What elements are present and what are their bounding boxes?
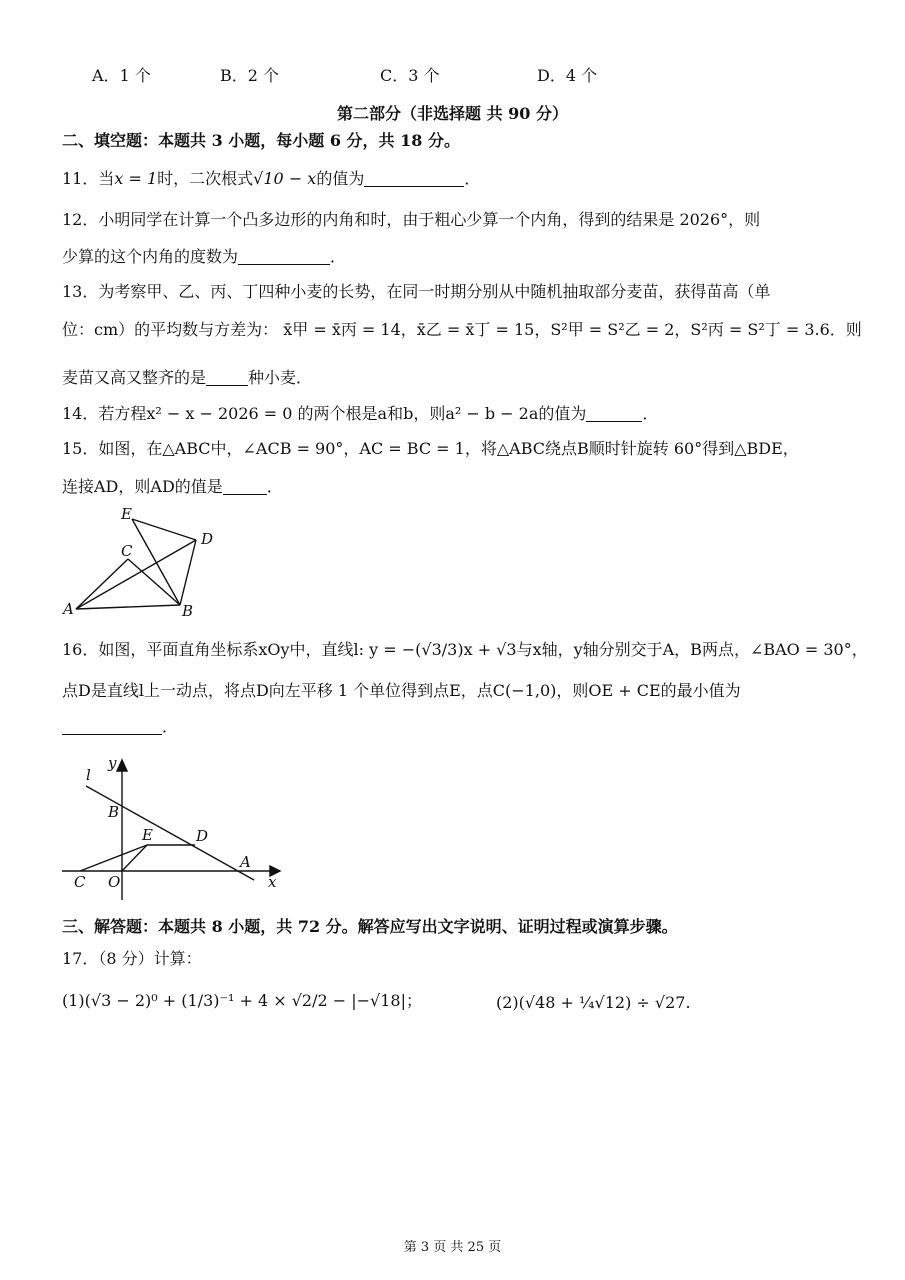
question-16-line2: 点D是直线l上一动点，将点D向左平移 1 个单位得到点E，点C(−1,0)，则OE + CE的最小值为 [62, 681, 741, 700]
q11-middle: 时，二次根式 [157, 169, 254, 188]
fig16-label-x: x [268, 873, 277, 891]
part2-title: 第二部分（非选择题 共 90 分） [337, 104, 568, 123]
section3-header: 三、解答题：本题共 8 小题，共 72 分。解答应写出文字说明、证明过程或演算步骤。 [62, 917, 678, 936]
q15-text: 连接AD，则AD的值是 [62, 477, 223, 496]
q11-after: 的值为 [316, 169, 365, 188]
q14-text: 14．若方程x² − x − 2026 = 0 的两个根是a和b，则a² − b − 2a的值为 [62, 404, 587, 423]
fig16-label-o: O [108, 873, 121, 891]
question-17-part2: (2)(√48 + ¼√12) ÷ √27. [496, 993, 691, 1012]
question-17-header: 17．（8 分）计算： [62, 949, 202, 968]
y-axis-arrow [117, 760, 127, 771]
question-12-line1: 12．小明同学在计算一个凸多边形的内角和时，由于粗心少算一个内角，得到的结果是 2026°，则 [62, 210, 761, 229]
fig16-label-c: C [74, 873, 86, 891]
q16-end: ． [162, 717, 179, 736]
question-16-line1: 16．如图，平面直角坐标系xOy中，直线l: y = −(√3/3)x + √3与x轴，y轴分别交于A，B两点，∠BAO = 30°， [62, 640, 868, 659]
question-17-part1: (1)(√3 − 2)⁰ + (1/3)⁻¹ + 4 × √2/2 − |−√18|； [62, 991, 422, 1010]
q11-math2: √10 − x [253, 169, 317, 188]
segment-ce [80, 845, 147, 871]
fig15-label-c: C [121, 542, 133, 560]
question-15-line1: 15．如图，在△ABC中，∠ACB = 90°，AC = BC = 1，将△ABC绕点B顺时针旋转 60°得到△BDE， [62, 439, 799, 458]
fig16-label-e: E [142, 826, 153, 844]
fig16-label-l: l [86, 766, 91, 784]
fig15-label-a: A [63, 600, 74, 618]
question-13-line1: 13．为考察甲、乙、丙、丁四种小麦的长势，在同一时期分别从中随机抽取部分麦苗，获得苗高（单 [62, 282, 771, 301]
q13-text-b: 种小麦． [248, 368, 313, 387]
line-l [86, 786, 254, 880]
fig15-label-d: D [201, 530, 214, 548]
q13-text-a: 麦苗又高又整齐的是 [62, 368, 207, 387]
q12-end: ． [330, 247, 347, 266]
fig16-label-a: A [240, 853, 251, 871]
q11-end: ． [464, 169, 481, 188]
page-footer: 第 3 页 共 25 页 [403, 1240, 502, 1255]
fig15-label-b: B [182, 602, 194, 620]
option-a: A．1 个 [92, 66, 151, 85]
q11-math1: x = 1 [114, 169, 158, 188]
q14-end: ． [642, 404, 659, 423]
option-b: B．2 个 [220, 66, 280, 85]
q15-end: ． [266, 477, 283, 496]
q11-before: 11．当 [62, 169, 115, 188]
q12-text: 少算的这个内角的度数为 [62, 247, 239, 266]
section2-header: 二、填空题：本题共 3 小题，每小题 6 分，共 18 分。 [62, 131, 460, 150]
segment-oe [122, 845, 147, 871]
fig16-label-b: B [108, 803, 120, 821]
question-13-line2: 位：cm）的平均数与方差为： x̄甲 = x̄丙 = 14，x̄乙 = x̄丁 = 15，S²甲 = S²乙 = 2，S²丙 = S²丁 = 3.6．则 [62, 320, 862, 339]
fig15-label-e: E [121, 505, 132, 523]
fig16-label-y: y [108, 754, 117, 772]
option-d: D．4 个 [537, 66, 598, 85]
option-c: C．3 个 [380, 66, 440, 85]
fig16-label-d: D [196, 827, 209, 845]
